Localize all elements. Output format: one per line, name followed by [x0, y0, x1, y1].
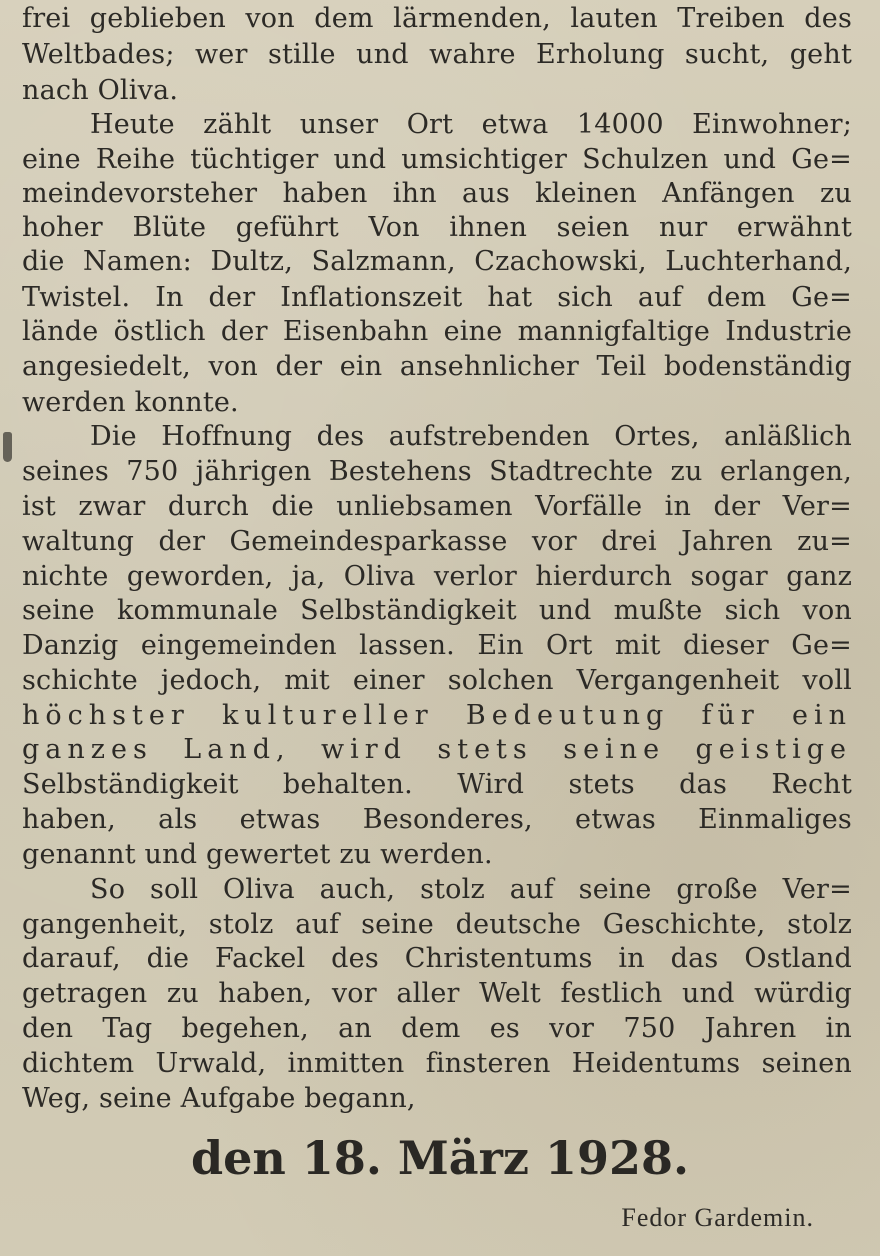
text-line: werden konnte. [22, 387, 239, 418]
text-line: Weltbades; wer stille und wahre Erholung sucht, geht [22, 39, 852, 70]
text-line: den Tag begehen, an dem es vor 750 Jahren in [22, 1013, 852, 1044]
text-line: haben, als etwas Besonderes, etwas Einmaliges [22, 804, 852, 835]
text-line: dichtem Urwald, inmitten finsteren Heidentums seinen [22, 1048, 852, 1079]
text-line: nach Oliva. [22, 75, 179, 106]
text-line: frei geblieben von dem lärmenden, lauten Treiben des [22, 3, 852, 34]
text-line: Die Hoffnung des aufstrebenden Ortes, anläßlich [90, 421, 852, 452]
text-line: getragen zu haben, vor aller Welt festlich und würdig [22, 978, 852, 1009]
text-line: waltung der Gemeindesparkasse vor drei Jahren zu= [22, 526, 852, 557]
text-line: darauf, die Fackel des Christentums in das Ostland [22, 943, 852, 974]
text-line: die Namen: Dultz, Salzmann, Czachowski, Luchterhand, [22, 246, 852, 277]
text-line: seines 750 jährigen Bestehens Stadtrechte zu erlangen, [22, 456, 852, 487]
text-line: eine Reihe tüchtiger und umsichtiger Schulzen und Ge= [22, 144, 852, 175]
text-line: lände östlich der Eisenbahn eine mannigfaltige Industrie [22, 316, 852, 347]
text-line: Selbständigkeit behalten. Wird stets das Recht [22, 769, 852, 800]
text-line: höchster kultureller Bedeutung für ein [22, 700, 852, 731]
text-line: seine kommunale Selbständigkeit und mußte sich von [22, 595, 852, 626]
article-date: den 18. März 1928. [190, 1131, 690, 1185]
text-line: meindevorsteher haben ihn aus kleinen Anfängen zu [22, 178, 852, 209]
author-signature: Fedor Gardemin. [621, 1203, 814, 1232]
text-line: genannt und gewertet zu werden. [22, 839, 493, 870]
ink-smudge [3, 432, 12, 462]
text-line: nichte geworden, ja, Oliva verlor hierdurch sogar ganz [22, 561, 852, 592]
text-line: Twistel. In der Inflationszeit hat sich auf dem Ge= [22, 282, 852, 313]
text-line: angesiedelt, von der ein ansehnlicher Teil bodenständig [22, 351, 852, 382]
text-line: Weg, seine Aufgabe begann, [22, 1083, 416, 1114]
text-line: ganzes Land, wird stets seine geistige [22, 734, 852, 765]
text-line: Danzig eingemeinden lassen. Ein Ort mit dieser Ge= [22, 630, 852, 661]
text-line: Heute zählt unser Ort etwa 14000 Einwohner; [90, 109, 852, 140]
text-line: hoher Blüte geführt Von ihnen seien nur erwähnt [22, 212, 852, 243]
text-line: So soll Oliva auch, stolz auf seine große Ver= [90, 874, 852, 905]
text-line: gangenheit, stolz auf seine deutsche Geschichte, stolz [22, 909, 852, 940]
text-line: ist zwar durch die unliebsamen Vorfälle in der Ver= [22, 491, 852, 522]
text-line: schichte jedoch, mit einer solchen Vergangenheit voll [22, 665, 852, 696]
